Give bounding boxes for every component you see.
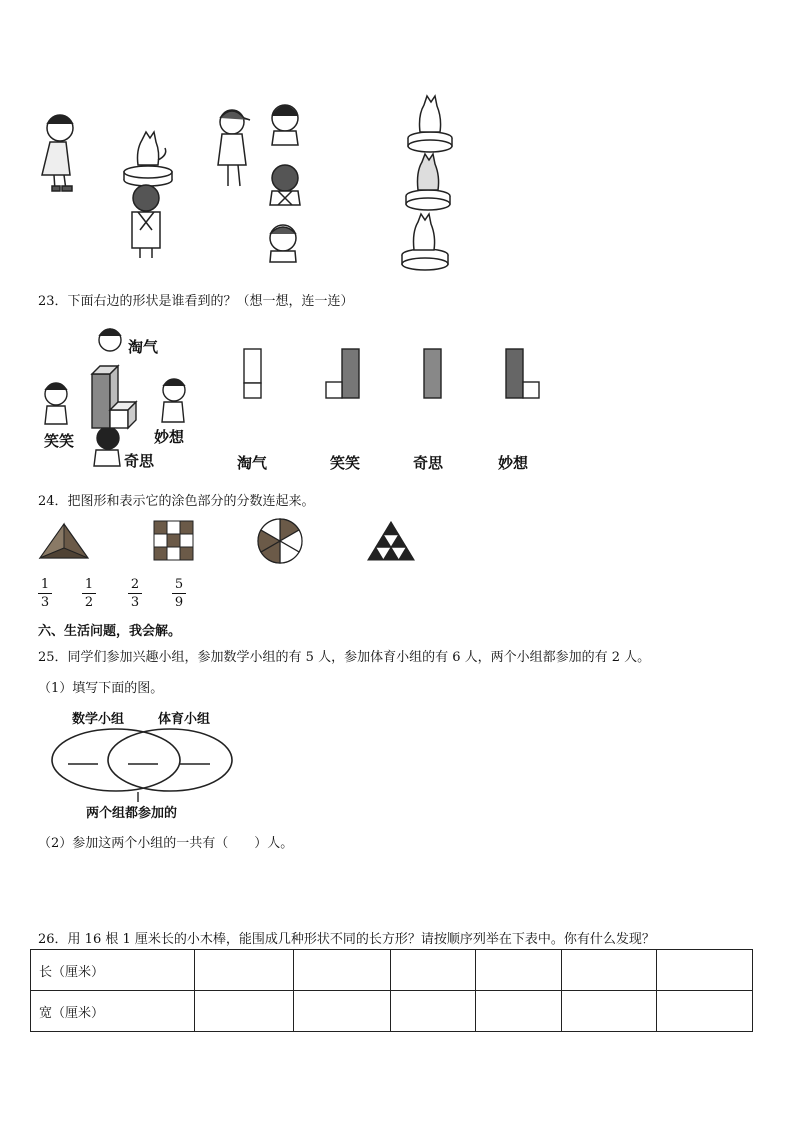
- table-cell[interactable]: [194, 950, 293, 991]
- shape-triangle-grid[interactable]: [366, 520, 416, 562]
- question-26-text: 26．用 16 根 1 厘米长的小木棒，能围成几种形状不同的长方形？请按顺序列举在下表中。你有什么发现？: [38, 932, 655, 947]
- table-cell[interactable]: [657, 950, 753, 991]
- shape-grid-square[interactable]: [153, 520, 195, 562]
- table-cell[interactable]: [391, 950, 476, 991]
- view-label-4: 妙想: [498, 454, 529, 472]
- section-6-title: 六、生活问题，我会解。: [38, 624, 182, 639]
- rectangle-table: [30, 949, 753, 1032]
- view-label-3: 奇思: [413, 454, 444, 472]
- venn-label-both: 两个组都参加的: [86, 806, 178, 821]
- fraction-3[interactable]: $\frac{2}{3}$: [128, 577, 142, 610]
- venn-label-math: 数学小组: [72, 712, 125, 727]
- fraction-4[interactable]: $\frac{5}{9}$: [172, 577, 186, 610]
- observer-top-label: 淘气: [128, 338, 159, 356]
- venn-label-sports: 体育小组: [158, 712, 211, 727]
- table-cell[interactable]: [194, 991, 293, 1032]
- fraction-2[interactable]: $\frac{1}{2}$: [82, 577, 96, 610]
- row-header-width: 宽（厘米）: [31, 991, 195, 1032]
- view-shape-1[interactable]: [243, 348, 263, 400]
- view-shape-2[interactable]: [325, 348, 361, 400]
- table-cell[interactable]: [293, 991, 391, 1032]
- observer-right-label: 妙想: [154, 428, 185, 446]
- table-row: [31, 950, 753, 991]
- shape-pie-circle[interactable]: [256, 517, 304, 565]
- table-cell[interactable]: [476, 950, 562, 991]
- view-shape-3[interactable]: [423, 348, 443, 400]
- girl-figure-1: [0, 0, 794, 300]
- table-cell[interactable]: [562, 950, 657, 991]
- question-23-text: 23．下面右边的形状是谁看到的？（想一想，连一连）: [38, 294, 354, 309]
- table-cell[interactable]: [391, 991, 476, 1032]
- table-cell[interactable]: [562, 991, 657, 1032]
- table-row: [31, 991, 753, 1032]
- question-24-text: 24．把图形和表示它的涂色部分的分数连起来。: [38, 494, 315, 509]
- fraction-1[interactable]: $\frac{1}{3}$: [38, 577, 52, 610]
- view-shape-4[interactable]: [505, 348, 541, 400]
- view-label-2: 笑笑: [330, 454, 361, 472]
- shape-triangle-split[interactable]: [38, 522, 90, 562]
- observer-bottom-label: 奇思: [124, 452, 155, 470]
- question-25-sub2: （2）参加这两个小组的一共有（ ）人。: [38, 836, 294, 851]
- observer-left-label: 笑笑: [44, 432, 75, 450]
- view-label-1: 淘气: [237, 454, 268, 472]
- row-header-length: 长（厘米）: [31, 950, 195, 991]
- question-25-sub1: （1）填写下面的图。: [38, 681, 164, 696]
- table-cell[interactable]: [657, 991, 753, 1032]
- table-cell[interactable]: [293, 950, 391, 991]
- question-25-text: 25．同学们参加兴趣小组，参加数学小组的有 5 人，参加体育小组的有 6 人，两个小组都参加的有 2 人。: [38, 650, 651, 665]
- table-cell[interactable]: [476, 991, 562, 1032]
